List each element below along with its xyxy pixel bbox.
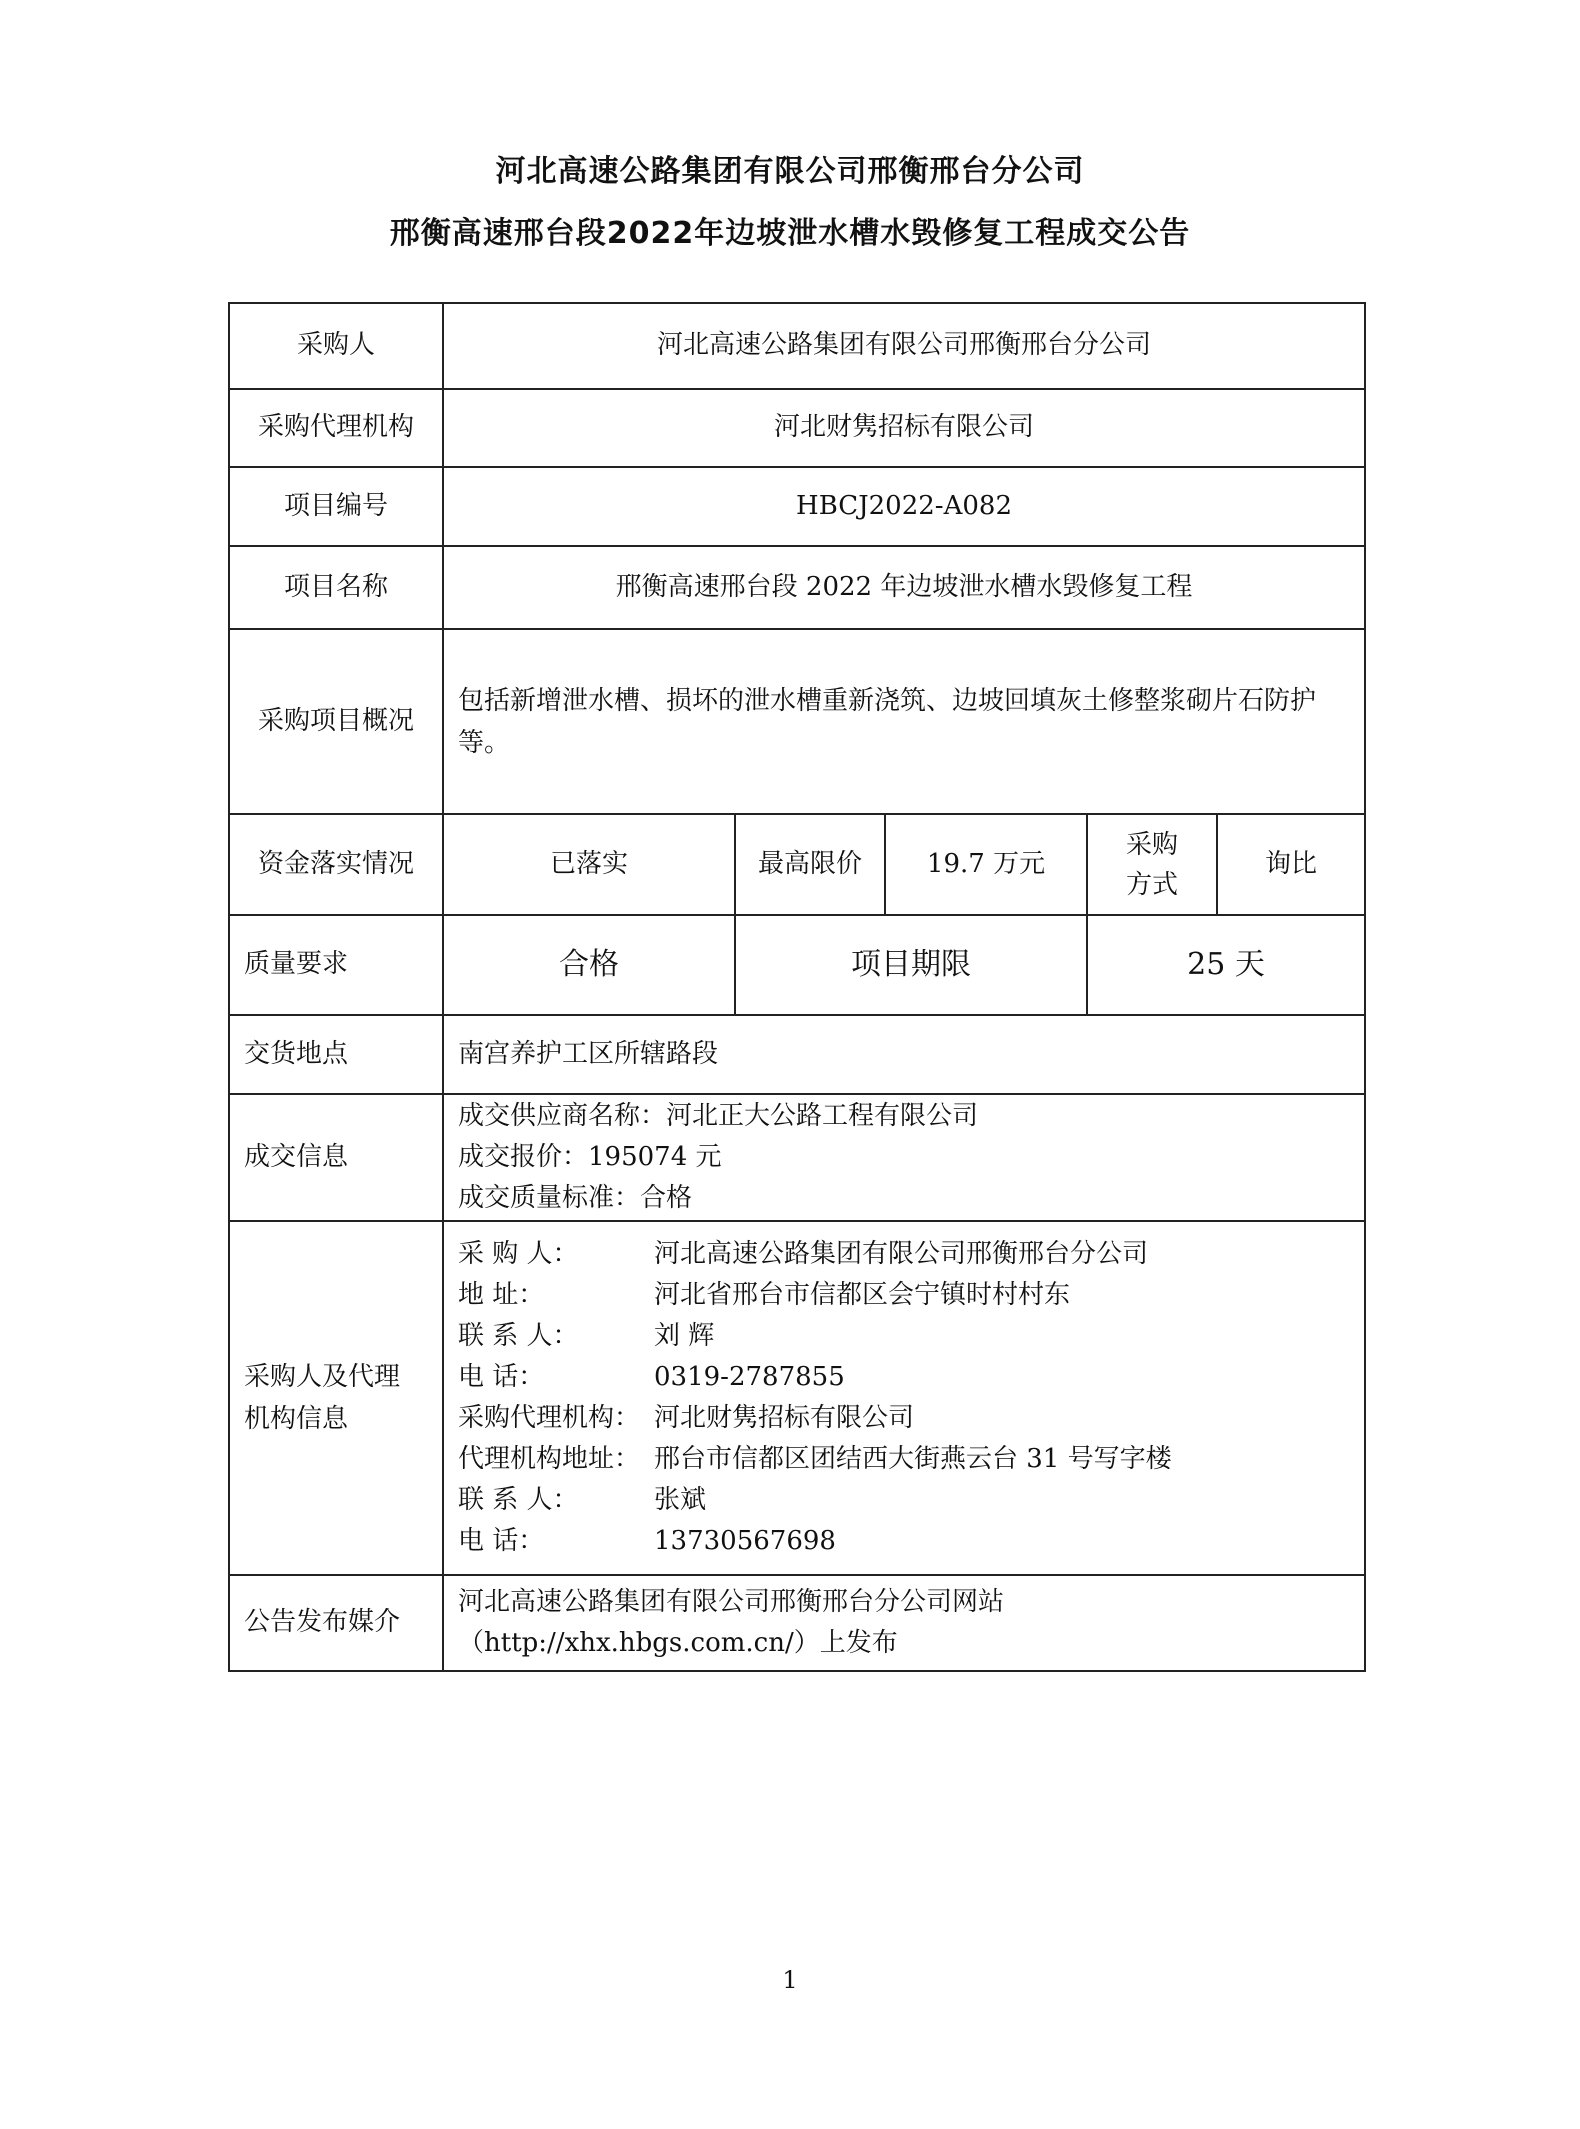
contact-person [458,1316,1350,1357]
contact-label-line2: 机构信息 [244,1404,349,1434]
contact-label-line1: 采购人及代理 [244,1362,401,1392]
method-label-line2: 方式 [1125,869,1178,900]
contact-address [458,1275,1350,1316]
agency-value: 河北财隽招标有限公司 [443,389,1365,467]
contact-agency-key: 采购代理机构： [458,1403,641,1433]
delivery-value: 南宫养护工区所辖路段 [443,1015,1365,1094]
contact-info [443,1221,1365,1575]
contact-agency-value: 河北财隽招标有限公司 [654,1403,915,1433]
contact-agency-person-value: 张斌 [654,1485,707,1515]
contact-purchaser-value: 河北高速公路集团有限公司邢衡邢台分公司 [654,1239,1149,1269]
method-label [1087,814,1217,915]
row-purchaser [229,303,1365,389]
contact-label [229,1221,443,1575]
project-name-value: 邢衡高速邢台段 2022 年边坡泄水槽水毁修复工程 [443,546,1365,629]
contact-agency-phone-key: 电 话： [458,1526,545,1556]
method-value: 询比 [1217,814,1365,915]
delivery-label: 交货地点 [229,1015,443,1094]
document-title-line1: 河北高速公路集团有限公司邢衡邢台分公司 [495,154,1085,189]
project-no-value: HBCJ2022-A082 [443,467,1365,546]
overview-label: 采购项目概况 [229,629,443,814]
contact-purchaser [458,1234,1350,1275]
row-project-name [229,546,1365,629]
contact-purchaser-key: 采 购 人： [458,1239,579,1269]
document-title-line2: 邢衡高速邢台段2022年边坡泄水槽水毁修复工程成交公告 [389,216,1191,251]
contact-agency [458,1398,1350,1439]
deal-price: 成交报价：195074 元 [458,1142,722,1172]
contact-person-key: 联 系 人： [458,1321,579,1351]
contact-agency-person [458,1480,1350,1521]
contact-agency-address [458,1439,1350,1480]
contact-person-value: 刘 辉 [654,1321,715,1351]
row-overview [229,629,1365,814]
row-project-no [229,467,1365,546]
contact-agency-phone [458,1521,1350,1562]
period-value: 25 天 [1087,915,1365,1015]
quality-label: 质量要求 [229,915,443,1015]
contact-agency-person-key: 联 系 人： [458,1485,579,1515]
deal-quality: 成交质量标准：合格 [458,1183,693,1213]
row-quality [229,915,1365,1015]
media-label: 公告发布媒介 [229,1575,443,1671]
purchaser-label: 采购人 [229,303,443,389]
row-delivery [229,1015,1365,1094]
method-label-line1: 采购 [1125,829,1178,860]
contact-agency-phone-value: 13730567698 [654,1526,836,1556]
contact-phone-key: 电 话： [458,1362,545,1392]
purchaser-value: 河北高速公路集团有限公司邢衡邢台分公司 [443,303,1365,389]
max-price-label: 最高限价 [735,814,885,915]
row-media [229,1575,1365,1671]
page-number: 1 [782,1966,798,1994]
agency-label: 采购代理机构 [229,389,443,467]
contact-phone [458,1357,1350,1398]
contact-phone-value: 0319-2787855 [654,1362,845,1392]
deal-info [443,1094,1365,1221]
contact-address-key: 地 址： [458,1280,545,1310]
quality-value: 合格 [443,915,735,1015]
funding-label: 资金落实情况 [229,814,443,915]
period-label: 项目期限 [735,915,1087,1015]
max-price-value: 19.7 万元 [885,814,1087,915]
media-value: 河北高速公路集团有限公司邢衡邢台分公司网站（http://xhx.hbgs.com.cn/）上发布 [443,1575,1365,1671]
row-contacts [229,1221,1365,1575]
contact-agency-address-key: 代理机构地址： [458,1444,641,1474]
deal-label: 成交信息 [229,1094,443,1221]
row-agency [229,389,1365,467]
contact-agency-address-value: 邢台市信都区团结西大街燕云台 31 号写字楼 [654,1444,1172,1474]
project-name-label: 项目名称 [229,546,443,629]
overview-value: 包括新增泄水槽、损坏的泄水槽重新浇筑、边坡回填灰土修整浆砌片石防护等。 [443,629,1365,814]
funding-value: 已落实 [443,814,735,915]
announcement-table [228,302,1366,1672]
row-funding [229,814,1365,915]
row-deal [229,1094,1365,1221]
deal-supplier: 成交供应商名称：河北正大公路工程有限公司 [458,1101,979,1131]
project-no-label: 项目编号 [229,467,443,546]
contact-address-value: 河北省邢台市信都区会宁镇时村村东 [654,1280,1071,1310]
